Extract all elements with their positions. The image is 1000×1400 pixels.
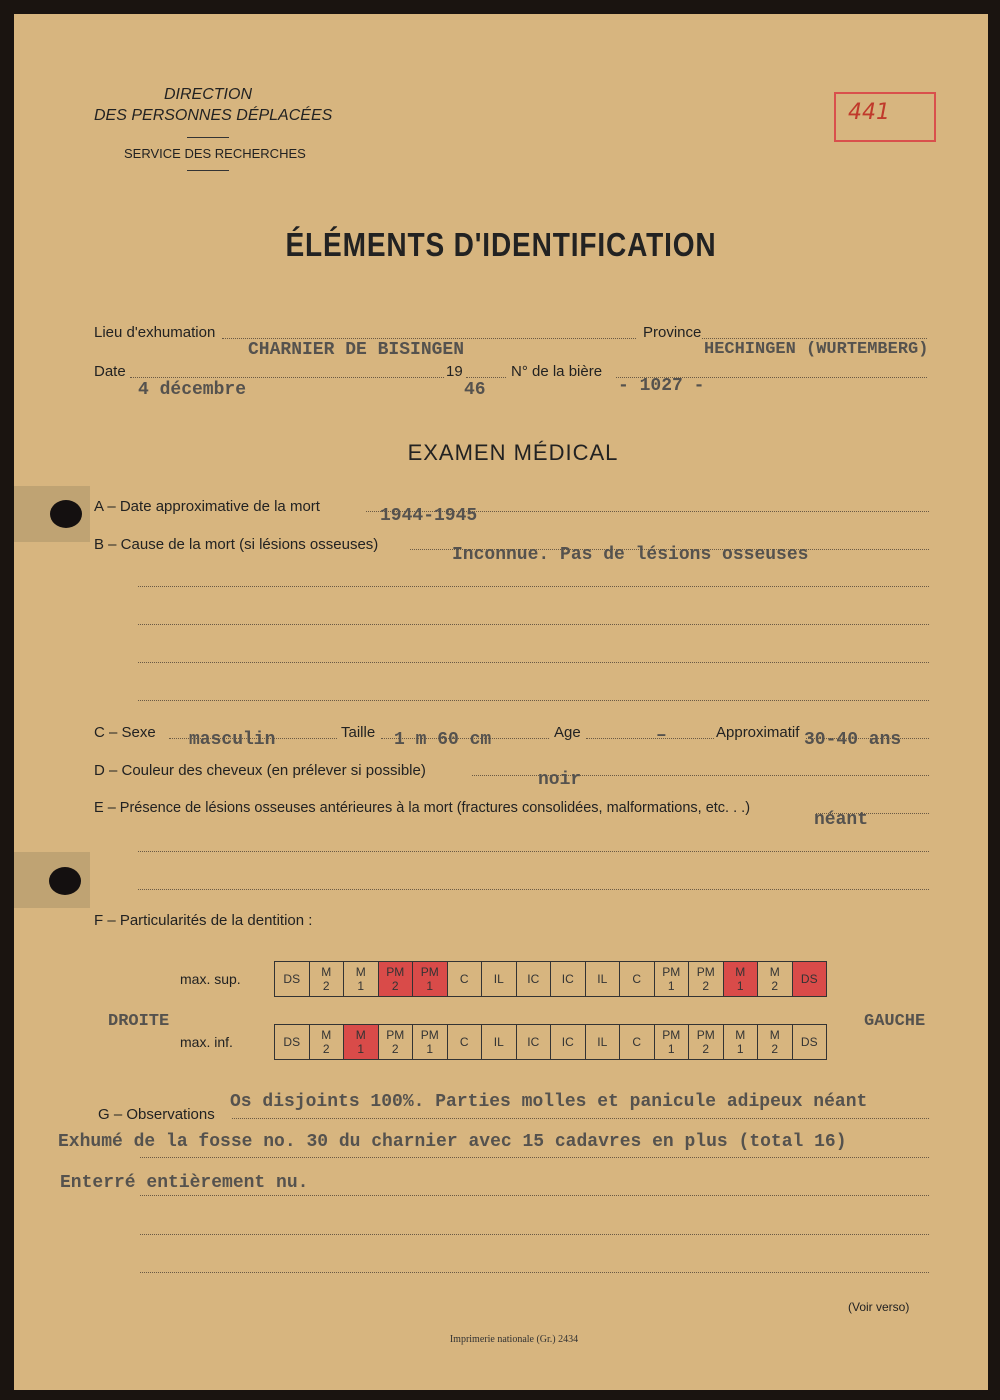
tooth-inf-12 (689, 1025, 724, 1060)
tooth-type: C (632, 972, 642, 986)
exam-b-label: B – Cause de la mort (si lésions osseuses) (94, 536, 379, 553)
tooth-number: 1 (357, 979, 365, 993)
dentition-lower-chart (274, 1024, 827, 1060)
province-value: HECHINGEN (WURTEMBERG) (704, 340, 929, 359)
tooth-type: IC (527, 972, 540, 986)
tooth-type: IC (527, 1035, 540, 1049)
exam-a-value: 1944-1945 (380, 506, 478, 526)
tooth-type: M (769, 1028, 780, 1042)
exam-c-label: C – Sexe (94, 724, 156, 741)
tooth-number: 2 (322, 1042, 330, 1056)
tooth-number: 2 (391, 1042, 399, 1056)
tooth-sup-8 (551, 962, 586, 997)
exam-d-label: D – Couleur des cheveux (en prélever si possible) (94, 762, 426, 779)
date-label: Date (94, 363, 126, 380)
lieu-label: Lieu d'exhumation (94, 324, 216, 341)
age-value: – (656, 726, 667, 746)
tooth-number: 2 (771, 1042, 779, 1056)
tooth-inf-15 (792, 1025, 827, 1060)
exam-c-value: masculin (189, 730, 276, 750)
stamp-number: 441 (848, 100, 890, 125)
tooth-number: 1 (667, 979, 675, 993)
observation-line2: Exhumé de la fosse no. 30 du charnier avec 15 cadavres en plus (total 16) (58, 1132, 847, 1152)
teeth-row (275, 1025, 827, 1060)
tooth-inf-10 (620, 1025, 655, 1060)
exam-d-value: noir (538, 770, 582, 790)
section-title: EXAMEN MÉDICAL (407, 440, 619, 465)
tooth-inf-9 (585, 1025, 620, 1060)
tooth-type: DS (283, 972, 301, 986)
tooth-type: M (769, 965, 780, 979)
exam-a-label: A – Date approximative de la mort (94, 498, 320, 515)
biere-value: - 1027 - (618, 376, 705, 396)
year-prefix: 19 (446, 363, 463, 380)
tooth-sup-14 (758, 962, 793, 997)
tooth-inf-2 (344, 1025, 379, 1060)
tooth-type: DS (800, 972, 818, 986)
page-title: ÉLÉMENTS D'IDENTIFICATION (285, 226, 717, 263)
exam-e-label: E – Présence de lésions osseuses antérieures à la mort (fractures consolidées, malformations, etc. . .) (94, 800, 751, 816)
tooth-number: 2 (702, 979, 710, 993)
tooth-sup-7 (516, 962, 551, 997)
date-value: 4 décembre (138, 380, 247, 400)
tooth-sup-1 (309, 962, 344, 997)
tooth-type: C (459, 1035, 469, 1049)
org-line2: DES PERSONNES DÉPLACÉES (94, 107, 333, 124)
org-line1: DIRECTION (164, 86, 252, 103)
tooth-number: 1 (426, 979, 434, 993)
voir-verso: (Voir verso) (848, 1300, 910, 1314)
tooth-type: IL (597, 972, 608, 986)
punch-hole-top (50, 500, 82, 528)
tooth-type: C (459, 972, 469, 986)
tooth-inf-8 (551, 1025, 586, 1060)
teeth-row (275, 962, 827, 997)
tooth-inf-14 (758, 1025, 793, 1060)
tooth-sup-15 (792, 962, 827, 997)
tooth-type: IL (597, 1035, 608, 1049)
tooth-number: 1 (736, 1042, 744, 1056)
tooth-number: 1 (736, 979, 744, 993)
taille-label: Taille (341, 724, 376, 741)
tooth-type: C (632, 1035, 642, 1049)
tooth-type: DS (800, 1035, 818, 1049)
droite-label: DROITE (108, 1012, 170, 1031)
lieu-value: CHARNIER DE BISINGEN (248, 340, 465, 360)
tooth-sup-4 (413, 962, 448, 997)
tooth-inf-1 (309, 1025, 344, 1060)
tooth-inf-3 (378, 1025, 413, 1060)
age-label: Age (554, 724, 581, 741)
tooth-type: M (735, 965, 746, 979)
tooth-type: PM (386, 1028, 405, 1042)
tooth-type: IL (493, 1035, 504, 1049)
service-label: SERVICE DES RECHERCHES (124, 146, 306, 161)
approx-label: Approximatif (716, 724, 800, 741)
tooth-number: 2 (702, 1042, 710, 1056)
tooth-type: IL (493, 972, 504, 986)
observation-line3: Enterré entièrement nu. (60, 1173, 309, 1193)
tooth-type: PM (696, 965, 715, 979)
tooth-inf-11 (654, 1025, 689, 1060)
tooth-number: 1 (357, 1042, 365, 1056)
year-value: 46 (464, 380, 486, 400)
tooth-sup-11 (654, 962, 689, 997)
tooth-type: PM (386, 965, 405, 979)
exam-f-label: F – Particularités de la dentition : (94, 912, 313, 929)
tooth-number: 2 (322, 979, 330, 993)
tooth-sup-2 (344, 962, 379, 997)
tooth-inf-13 (723, 1025, 758, 1060)
service-divider (187, 170, 229, 171)
number-stamp (834, 92, 936, 142)
max-sup-label: max. sup. (180, 971, 241, 987)
taille-value: 1 m 60 cm (394, 730, 492, 750)
tooth-sup-3 (378, 962, 413, 997)
tooth-sup-10 (620, 962, 655, 997)
tooth-sup-0 (275, 962, 310, 997)
tooth-type: M (355, 965, 366, 979)
tooth-type: M (735, 1028, 746, 1042)
tooth-number: 2 (771, 979, 779, 993)
punch-hole-bottom (49, 867, 81, 895)
exam-e-value: néant (814, 810, 869, 830)
printer-imprint: Imprimerie nationale (Gr.) 2434 (449, 1334, 579, 1345)
tooth-type: IC (561, 1035, 574, 1049)
tooth-sup-13 (723, 962, 758, 997)
tooth-type: M (321, 965, 332, 979)
province-label: Province (643, 324, 702, 341)
exam-g-label: G – Observations (98, 1106, 215, 1123)
tooth-number: 1 (667, 1042, 675, 1056)
biere-label: N° de la bière (511, 363, 603, 380)
tooth-type: PM (662, 965, 681, 979)
max-inf-label: max. inf. (180, 1034, 233, 1050)
tooth-sup-12 (689, 962, 724, 997)
tooth-number: 2 (391, 979, 399, 993)
gauche-label: GAUCHE (864, 1012, 926, 1031)
dentition-upper-chart (274, 961, 827, 997)
exam-b-value: Inconnue. Pas de lésions osseuses (452, 545, 809, 565)
tooth-type: PM (420, 1028, 439, 1042)
document-page (14, 14, 988, 1390)
tooth-number: 1 (426, 1042, 434, 1056)
tooth-type: PM (662, 1028, 681, 1042)
tooth-type: IC (561, 972, 574, 986)
tooth-inf-7 (516, 1025, 551, 1060)
tooth-inf-4 (413, 1025, 448, 1060)
tooth-sup-6 (482, 962, 517, 997)
observation-line1: Os disjoints 100%. Parties molles et panicule adipeux néant (230, 1092, 868, 1112)
tooth-type: PM (420, 965, 439, 979)
tooth-type: PM (696, 1028, 715, 1042)
approx-value: 30-40 ans (804, 730, 902, 750)
tooth-type: M (355, 1028, 366, 1042)
tooth-sup-5 (447, 962, 482, 997)
tooth-inf-6 (482, 1025, 517, 1060)
tooth-inf-0 (275, 1025, 310, 1060)
tooth-sup-9 (585, 962, 620, 997)
tooth-type: M (321, 1028, 332, 1042)
tooth-inf-5 (447, 1025, 482, 1060)
org-divider (187, 137, 229, 138)
tooth-type: DS (283, 1035, 301, 1049)
